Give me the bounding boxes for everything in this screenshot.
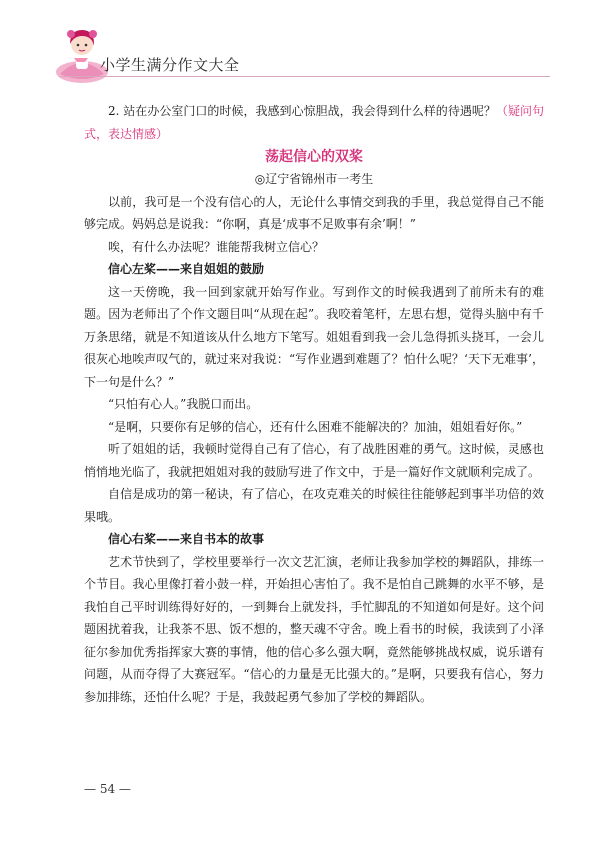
paragraph: 以前，我可是一个没有信心的人，无论什么事情交到我的手里，我总觉得自己不能够完成。妈妈总是说我：“你啊，真是‘成事不足败事有余’啊！” (84, 194, 544, 231)
paragraph: “只怕有心人。”我脱口而出。 (108, 397, 259, 411)
paragraph: 唉，有什么办法呢？谁能帮我树立信心？ (108, 239, 325, 254)
page-content (84, 100, 544, 708)
essay-title: 荡起信心的双桨 (265, 149, 363, 165)
paragraph: 艺术节快到了，学校里要举行一次文艺汇演，老师让我参加学校的舞蹈队，排练一个节目。我心里像打着小鼓一样，开始担心害怕了。我不是怕自己跳舞的水平不够，是我怕自己平时训练得好好的，一到舞台上就发抖，手忙脚乱的不知道如何是好。这个问题困扰着我，让我茶不思、饭不想的，整天魂不守舍。晚上看书的时候，我读到了小泽征尔参加优秀指挥家大赛的事情，他的信心多么强大啊，竟然能够挑战权威，说乐谱有问题，从而夺得了大赛冠军。“信心的力量是无比强大的。”是啊，只要我有信心，努力参加排练，还怕什么呢？于是，我鼓起勇气参加了学校的舞蹈队。 (84, 554, 544, 704)
header-divider (60, 76, 550, 77)
section-subheading: 信心左桨——来自姐姐的鼓励 (108, 262, 265, 276)
page-number: — 54 — (84, 782, 131, 796)
question-hint: （疑问句式，表达情感） (84, 104, 544, 141)
series-title: 小学生满分作文大全 (100, 56, 240, 74)
section-subheading: 信心右桨——来自书本的故事 (108, 532, 265, 546)
paragraph: 自信是成功的第一秘诀，有了信心，在攻克难关的时候往往能够起到事半功倍的效果哦。 (84, 487, 544, 524)
essay-author: ◎辽宁省锦州市一考生 (254, 172, 374, 186)
question-sentence (84, 100, 544, 145)
paragraph: 听了姐姐的话，我顿时觉得自己有了信心，有了战胜困难的勇气。这时候，灵感也悄悄地光临了，我就把姐姐对我的鼓励写进了作文中，于是一篇好作文就顺利完成了。 (84, 442, 544, 479)
paragraph: “是啊，只要你有足够的信心，还有什么困难不能解决的？加油，姐姐看好你。” (108, 419, 523, 434)
page-header (0, 0, 595, 92)
question-text: 2. 站在办公室门口的时候，我感到心惊胆战，我会得到什么样的待遇呢？ (108, 104, 496, 118)
paragraph: 这一天傍晚，我一回到家就开始写作业。写到作文的时候我遇到了前所未有的难题。因为老师出了个作文题目叫“从现在起”。我咬着笔杆，左思右想，觉得头脑中有千万条思绪，就是不知道该从什么地方下笔写。姐姐看到我一会儿急得抓头挠耳，一会儿很灰心地唉声叹气的，就过来对我说：“写作业遇到难题了？怕什么呢？‘天下无难事’，下一句是什么？” (84, 284, 544, 389)
